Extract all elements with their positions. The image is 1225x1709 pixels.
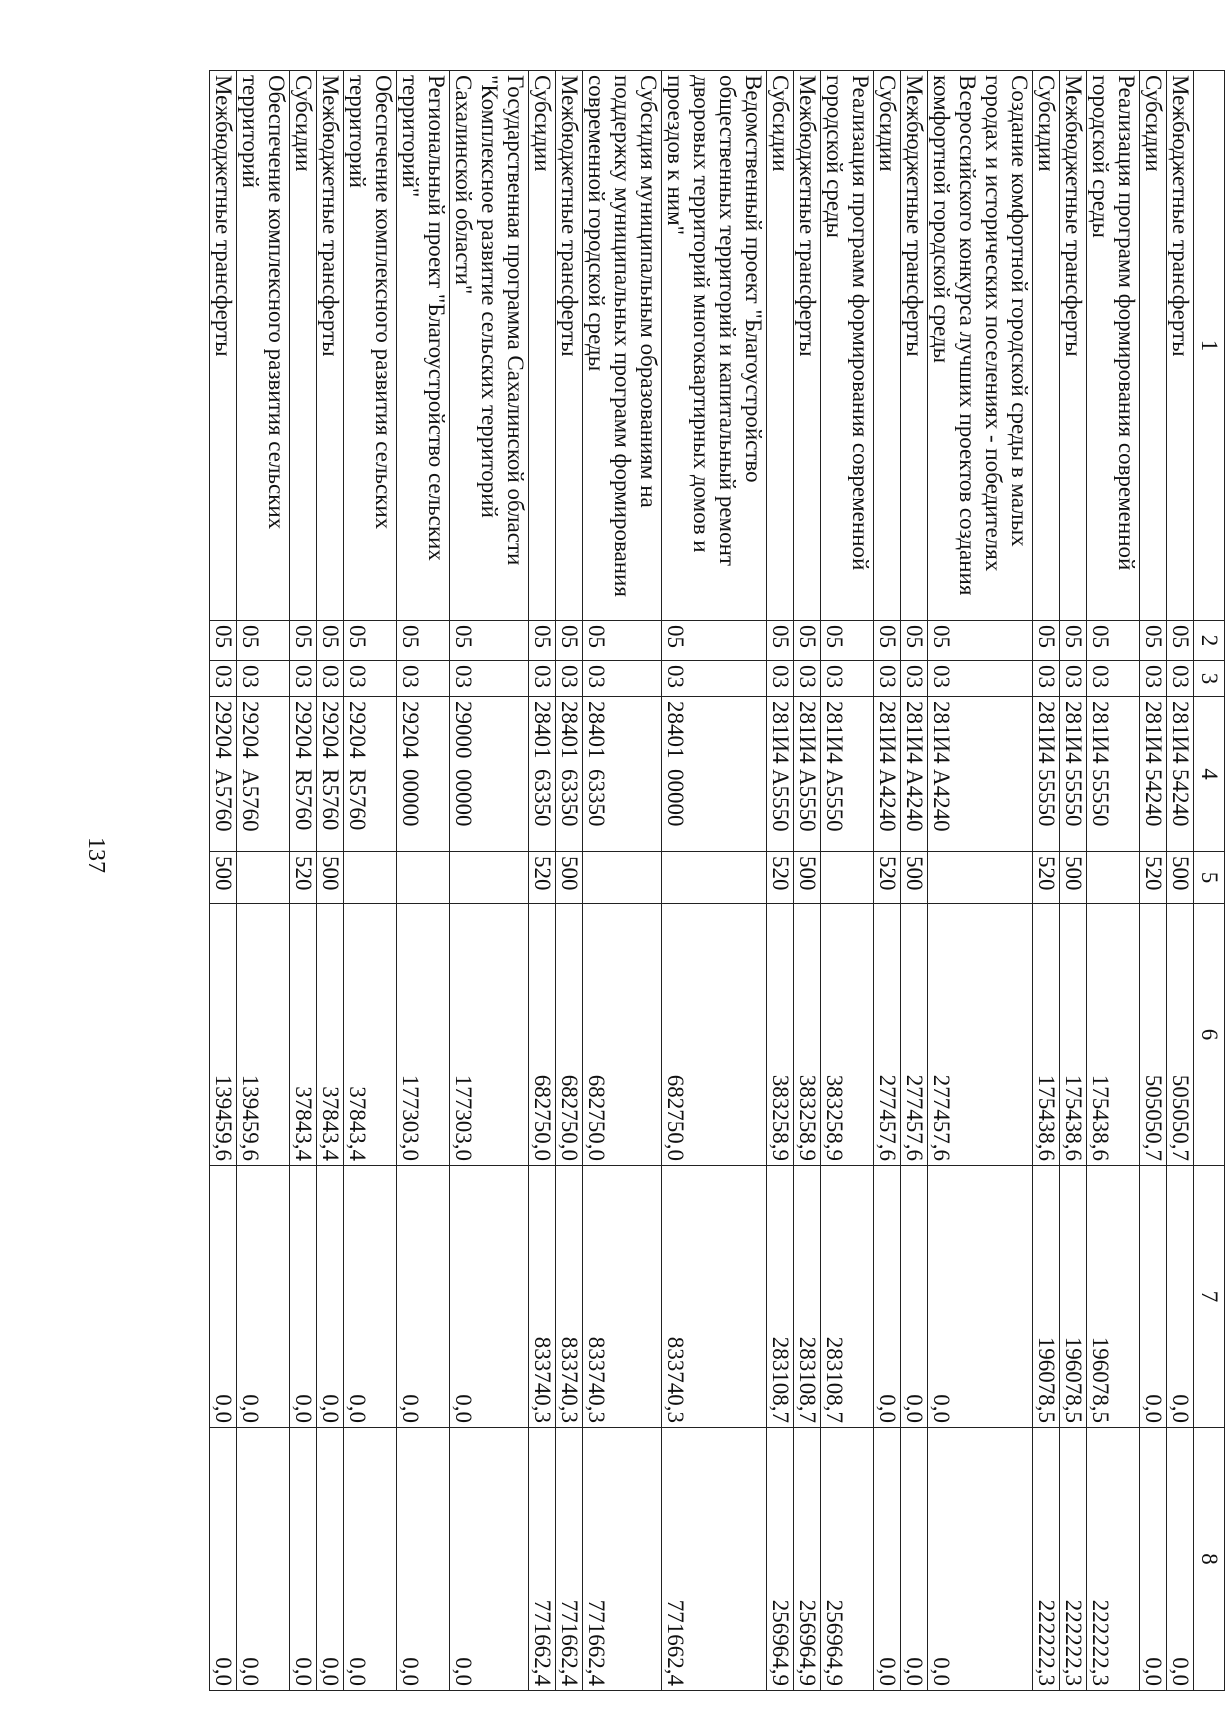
- subsection-code-cell: 03: [1140, 661, 1167, 697]
- direction-code: 63350: [557, 769, 582, 827]
- section-code-cell: 05: [290, 621, 317, 661]
- row-name-cell: Создание комфортной городской среды в малых городах и исторических поселениях - победителях Всероссийского конкурса лучших проектов создания комфортной городской среды: [928, 71, 1033, 621]
- direction-code: 54240: [1141, 769, 1166, 827]
- section-code-cell: 05: [794, 621, 821, 661]
- amount-year1-cell: 505050,7: [1167, 904, 1194, 1166]
- program-code: 28401: [663, 701, 688, 759]
- expense-type-cell: 500: [317, 852, 344, 904]
- table-row: [928, 71, 1033, 1691]
- table-row: [237, 71, 290, 1691]
- direction-code: А5760: [211, 769, 236, 832]
- amount-year1-cell: 37843,4: [317, 904, 344, 1166]
- table-row: [290, 71, 317, 1691]
- direction-code: 63350: [530, 769, 555, 827]
- direction-code: А4240: [902, 769, 927, 832]
- target-article-cell: [874, 697, 901, 852]
- table-row: [397, 71, 450, 1691]
- program-code: 281И4: [822, 701, 847, 764]
- program-code: 29204: [238, 701, 263, 759]
- subsection-code-cell: 03: [767, 661, 794, 697]
- program-code: 29204: [318, 701, 343, 759]
- target-article-cell: [290, 697, 317, 852]
- amount-year2-cell: 0,0: [397, 1166, 450, 1428]
- amount-year2-cell: 0,0: [450, 1166, 529, 1428]
- subsection-code-cell: 03: [556, 661, 583, 697]
- amount-year2-cell: 0,0: [317, 1166, 344, 1428]
- row-name-cell: Субсидии: [874, 71, 901, 621]
- target-article-cell: [821, 697, 874, 852]
- section-code-cell: 05: [397, 621, 450, 661]
- table-body: [210, 71, 1194, 1691]
- column-header: 7: [1194, 1166, 1225, 1428]
- row-name-cell: Реализация программ формирования современной городской среды: [1087, 71, 1140, 621]
- program-code: 29204: [398, 701, 423, 759]
- amount-year1-cell: 682750,0: [583, 904, 662, 1166]
- amount-year1-cell: 505050,7: [1140, 904, 1167, 1166]
- program-code: 281И4: [875, 701, 900, 764]
- amount-year2-cell: 833740,3: [583, 1166, 662, 1428]
- section-code-cell: 05: [583, 621, 662, 661]
- program-code: 281И4: [1088, 701, 1113, 764]
- amount-year2-cell: 0,0: [237, 1166, 290, 1428]
- amount-year1-cell: 682750,0: [529, 904, 556, 1166]
- column-header: 1: [1194, 71, 1225, 621]
- subsection-code-cell: 03: [794, 661, 821, 697]
- table-row: [794, 71, 821, 1691]
- row-name-cell: Государственная программа Сахалинской области "Комплексное развитие сельских территорий Сахалинской области": [450, 71, 529, 621]
- subsection-code-cell: 03: [344, 661, 397, 697]
- table-row: [583, 71, 662, 1691]
- program-code: 281И4: [1034, 701, 1059, 764]
- row-name-cell: Обеспечение комплексного развития сельских территорий: [344, 71, 397, 621]
- expense-type-cell: [344, 852, 397, 904]
- subsection-code-cell: 03: [237, 661, 290, 697]
- expense-type-cell: 500: [794, 852, 821, 904]
- row-name-cell: Обеспечение комплексного развития сельских территорий: [237, 71, 290, 621]
- expense-type-cell: [397, 852, 450, 904]
- table-row: [874, 71, 901, 1691]
- section-code-cell: 05: [928, 621, 1033, 661]
- table-row: [1060, 71, 1087, 1691]
- section-code-cell: 05: [1060, 621, 1087, 661]
- expense-type-cell: 520: [290, 852, 317, 904]
- amount-year1-cell: 175438,6: [1060, 904, 1087, 1166]
- amount-year2-cell: 0,0: [290, 1166, 317, 1428]
- direction-code: 55550: [1061, 769, 1086, 827]
- table-row: [1033, 71, 1060, 1691]
- section-code-cell: 05: [901, 621, 928, 661]
- section-code-cell: 05: [1167, 621, 1194, 661]
- table-row: [1140, 71, 1167, 1691]
- amount-year2-cell: 833740,3: [556, 1166, 583, 1428]
- amount-year1-cell: 383258,9: [821, 904, 874, 1166]
- amount-year2-cell: 283108,7: [821, 1166, 874, 1428]
- subsection-code-cell: 03: [1087, 661, 1140, 697]
- program-code: 29204: [211, 701, 236, 759]
- amount-year3-cell: 771662,4: [556, 1428, 583, 1691]
- section-code-cell: 05: [529, 621, 556, 661]
- direction-code: А4240: [929, 769, 954, 832]
- expense-type-cell: [662, 852, 767, 904]
- amount-year3-cell: 771662,4: [529, 1428, 556, 1691]
- target-article-cell: [556, 697, 583, 852]
- expense-type-cell: [928, 852, 1033, 904]
- subsection-code-cell: 03: [874, 661, 901, 697]
- subsection-code-cell: 03: [1167, 661, 1194, 697]
- row-name-cell: Межбюджетные трансферты: [210, 71, 237, 621]
- section-code-cell: 05: [317, 621, 344, 661]
- expense-type-cell: 500: [556, 852, 583, 904]
- direction-code: 54240: [1168, 769, 1193, 827]
- amount-year3-cell: 0,0: [317, 1428, 344, 1691]
- amount-year3-cell: 0,0: [928, 1428, 1033, 1691]
- amount-year1-cell: 139459,6: [237, 904, 290, 1166]
- table-row: [767, 71, 794, 1691]
- amount-year2-cell: 196078,5: [1060, 1166, 1087, 1428]
- rotated-table-container: [135, 70, 1225, 1690]
- row-name-cell: Ведомственный проект "Благоустройство общественных территорий и капитальный ремонт дворовых территорий многоквартирных домов и проездов к ним": [662, 71, 767, 621]
- column-header: 5: [1194, 852, 1225, 904]
- column-header: 3: [1194, 661, 1225, 697]
- row-name-cell: Межбюджетные трансферты: [556, 71, 583, 621]
- table-row: [344, 71, 397, 1691]
- row-name-cell: Региональный проект "Благоустройство сельских территорий": [397, 71, 450, 621]
- amount-year3-cell: 0,0: [344, 1428, 397, 1691]
- table-row: [821, 71, 874, 1691]
- amount-year3-cell: 0,0: [1167, 1428, 1194, 1691]
- amount-year2-cell: 0,0: [901, 1166, 928, 1428]
- amount-year2-cell: 0,0: [1140, 1166, 1167, 1428]
- direction-code: А5760: [238, 769, 263, 832]
- row-name-cell: Реализация программ формирования современной городской среды: [821, 71, 874, 621]
- expense-type-cell: 520: [767, 852, 794, 904]
- amount-year3-cell: 222222,3: [1060, 1428, 1087, 1691]
- amount-year2-cell: 283108,7: [767, 1166, 794, 1428]
- program-code: 29204: [291, 701, 316, 759]
- subsection-code-cell: 03: [529, 661, 556, 697]
- amount-year2-cell: 833740,3: [529, 1166, 556, 1428]
- section-code-cell: 05: [874, 621, 901, 661]
- amount-year3-cell: 0,0: [1140, 1428, 1167, 1691]
- section-code-cell: 05: [344, 621, 397, 661]
- expense-type-cell: 520: [529, 852, 556, 904]
- program-code: 281И4: [768, 701, 793, 764]
- expense-type-cell: 500: [901, 852, 928, 904]
- expense-type-cell: [821, 852, 874, 904]
- subsection-code-cell: 03: [901, 661, 928, 697]
- row-name-cell: Субсидии: [1140, 71, 1167, 621]
- amount-year1-cell: 383258,9: [767, 904, 794, 1166]
- row-name-cell: Субсидия муниципальным образованиям на поддержку муниципальных программ формирования современной городской среды: [583, 71, 662, 621]
- amount-year3-cell: 0,0: [210, 1428, 237, 1691]
- subsection-code-cell: 03: [210, 661, 237, 697]
- amount-year3-cell: 0,0: [290, 1428, 317, 1691]
- program-code: 281И4: [1168, 701, 1193, 764]
- column-header: 8: [1194, 1428, 1225, 1691]
- header-row: [1194, 71, 1225, 1691]
- amount-year3-cell: 256964,9: [821, 1428, 874, 1691]
- column-header: 2: [1194, 621, 1225, 661]
- table-row: [556, 71, 583, 1691]
- amount-year3-cell: 0,0: [397, 1428, 450, 1691]
- amount-year1-cell: 277457,6: [874, 904, 901, 1166]
- amount-year2-cell: 0,0: [928, 1166, 1033, 1428]
- budget-table: [209, 70, 1225, 1691]
- target-article-cell: [1167, 697, 1194, 852]
- column-header: 6: [1194, 904, 1225, 1166]
- expense-type-cell: [583, 852, 662, 904]
- amount-year1-cell: 175438,6: [1087, 904, 1140, 1166]
- expense-type-cell: 500: [1167, 852, 1194, 904]
- section-code-cell: 05: [1140, 621, 1167, 661]
- target-article-cell: [794, 697, 821, 852]
- section-code-cell: 05: [450, 621, 529, 661]
- amount-year1-cell: 682750,0: [662, 904, 767, 1166]
- program-code: 29000: [451, 701, 476, 759]
- target-article-cell: [344, 697, 397, 852]
- program-code: 281И4: [902, 701, 927, 764]
- table-row: [529, 71, 556, 1691]
- target-article-cell: [1060, 697, 1087, 852]
- amount-year3-cell: 0,0: [901, 1428, 928, 1691]
- target-article-cell: [928, 697, 1033, 852]
- table-row: [662, 71, 767, 1691]
- section-code-cell: 05: [662, 621, 767, 661]
- row-name-cell: Субсидии: [290, 71, 317, 621]
- amount-year2-cell: 0,0: [344, 1166, 397, 1428]
- direction-code: 55550: [1034, 769, 1059, 827]
- table-row: [1087, 71, 1140, 1691]
- expense-type-cell: 500: [210, 852, 237, 904]
- amount-year2-cell: 833740,3: [662, 1166, 767, 1428]
- direction-code: R5760: [291, 769, 316, 831]
- direction-code: А5550: [795, 769, 820, 832]
- amount-year3-cell: 256964,9: [794, 1428, 821, 1691]
- amount-year1-cell: 139459,6: [210, 904, 237, 1166]
- amount-year2-cell: 0,0: [210, 1166, 237, 1428]
- section-code-cell: 05: [821, 621, 874, 661]
- amount-year2-cell: 196078,5: [1033, 1166, 1060, 1428]
- direction-code: 55550: [1088, 769, 1113, 827]
- expense-type-cell: 520: [874, 852, 901, 904]
- subsection-code-cell: 03: [1033, 661, 1060, 697]
- row-name-cell: Субсидии: [767, 71, 794, 621]
- direction-code: 00000: [398, 769, 423, 827]
- table-row: [317, 71, 344, 1691]
- section-code-cell: 05: [1033, 621, 1060, 661]
- table-header: [1194, 71, 1225, 1691]
- direction-code: 63350: [584, 769, 609, 827]
- row-name-cell: Межбюджетные трансферты: [317, 71, 344, 621]
- program-code: 28401: [557, 701, 582, 759]
- amount-year2-cell: 283108,7: [794, 1166, 821, 1428]
- target-article-cell: [583, 697, 662, 852]
- program-code: 28401: [584, 701, 609, 759]
- amount-year3-cell: 771662,4: [662, 1428, 767, 1691]
- expense-type-cell: [1087, 852, 1140, 904]
- target-article-cell: [1140, 697, 1167, 852]
- section-code-cell: 05: [1087, 621, 1140, 661]
- amount-year3-cell: 222222,3: [1033, 1428, 1060, 1691]
- target-article-cell: [237, 697, 290, 852]
- section-code-cell: 05: [237, 621, 290, 661]
- subsection-code-cell: 03: [662, 661, 767, 697]
- amount-year1-cell: 277457,6: [901, 904, 928, 1166]
- section-code-cell: 05: [767, 621, 794, 661]
- expense-type-cell: 520: [1033, 852, 1060, 904]
- subsection-code-cell: 03: [583, 661, 662, 697]
- target-article-cell: [1087, 697, 1140, 852]
- column-header: 4: [1194, 697, 1225, 852]
- row-name-cell: Межбюджетные трансферты: [1060, 71, 1087, 621]
- expense-type-cell: [450, 852, 529, 904]
- amount-year3-cell: 771662,4: [583, 1428, 662, 1691]
- target-article-cell: [397, 697, 450, 852]
- row-name-cell: Межбюджетные трансферты: [1167, 71, 1194, 621]
- program-code: 281И4: [1061, 701, 1086, 764]
- target-article-cell: [901, 697, 928, 852]
- amount-year1-cell: 277457,6: [928, 904, 1033, 1166]
- target-article-cell: [450, 697, 529, 852]
- target-article-cell: [210, 697, 237, 852]
- subsection-code-cell: 03: [397, 661, 450, 697]
- amount-year1-cell: 37843,4: [344, 904, 397, 1166]
- program-code: 281И4: [1141, 701, 1166, 764]
- direction-code: R5760: [318, 769, 343, 831]
- direction-code: 00000: [451, 769, 476, 827]
- table-row: [450, 71, 529, 1691]
- subsection-code-cell: 03: [317, 661, 344, 697]
- amount-year1-cell: 682750,0: [556, 904, 583, 1166]
- program-code: 28401: [530, 701, 555, 759]
- target-article-cell: [662, 697, 767, 852]
- amount-year3-cell: 0,0: [874, 1428, 901, 1691]
- direction-code: А5550: [822, 769, 847, 832]
- program-code: 281И4: [929, 701, 954, 764]
- amount-year3-cell: 0,0: [237, 1428, 290, 1691]
- table-row: [210, 71, 237, 1691]
- amount-year2-cell: 0,0: [1167, 1166, 1194, 1428]
- row-name-cell: Межбюджетные трансферты: [901, 71, 928, 621]
- subsection-code-cell: 03: [290, 661, 317, 697]
- amount-year3-cell: 256964,9: [767, 1428, 794, 1691]
- table-row: [1167, 71, 1194, 1691]
- amount-year2-cell: 0,0: [874, 1166, 901, 1428]
- amount-year1-cell: 175438,6: [1033, 904, 1060, 1166]
- program-code: 29204: [345, 701, 370, 759]
- amount-year1-cell: 177303,0: [450, 904, 529, 1166]
- row-name-cell: Субсидии: [1033, 71, 1060, 621]
- direction-code: А4240: [875, 769, 900, 832]
- expense-type-cell: 500: [1060, 852, 1087, 904]
- amount-year2-cell: 196078,5: [1087, 1166, 1140, 1428]
- amount-year3-cell: 0,0: [450, 1428, 529, 1691]
- target-article-cell: [317, 697, 344, 852]
- subsection-code-cell: 03: [450, 661, 529, 697]
- amount-year1-cell: 37843,4: [290, 904, 317, 1166]
- row-name-cell: Межбюджетные трансферты: [794, 71, 821, 621]
- program-code: 281И4: [795, 701, 820, 764]
- target-article-cell: [767, 697, 794, 852]
- subsection-code-cell: 03: [1060, 661, 1087, 697]
- target-article-cell: [529, 697, 556, 852]
- direction-code: R5760: [345, 769, 370, 831]
- section-code-cell: 05: [556, 621, 583, 661]
- expense-type-cell: 520: [1140, 852, 1167, 904]
- amount-year3-cell: 222222,3: [1087, 1428, 1140, 1691]
- amount-year1-cell: 383258,9: [794, 904, 821, 1166]
- row-name-cell: Субсидии: [529, 71, 556, 621]
- direction-code: 00000: [663, 769, 688, 827]
- amount-year1-cell: 177303,0: [397, 904, 450, 1166]
- direction-code: А5550: [768, 769, 793, 832]
- expense-type-cell: [237, 852, 290, 904]
- subsection-code-cell: 03: [928, 661, 1033, 697]
- page-number: 137: [83, 837, 109, 873]
- table-row: [901, 71, 928, 1691]
- section-code-cell: 05: [210, 621, 237, 661]
- target-article-cell: [1033, 697, 1060, 852]
- subsection-code-cell: 03: [821, 661, 874, 697]
